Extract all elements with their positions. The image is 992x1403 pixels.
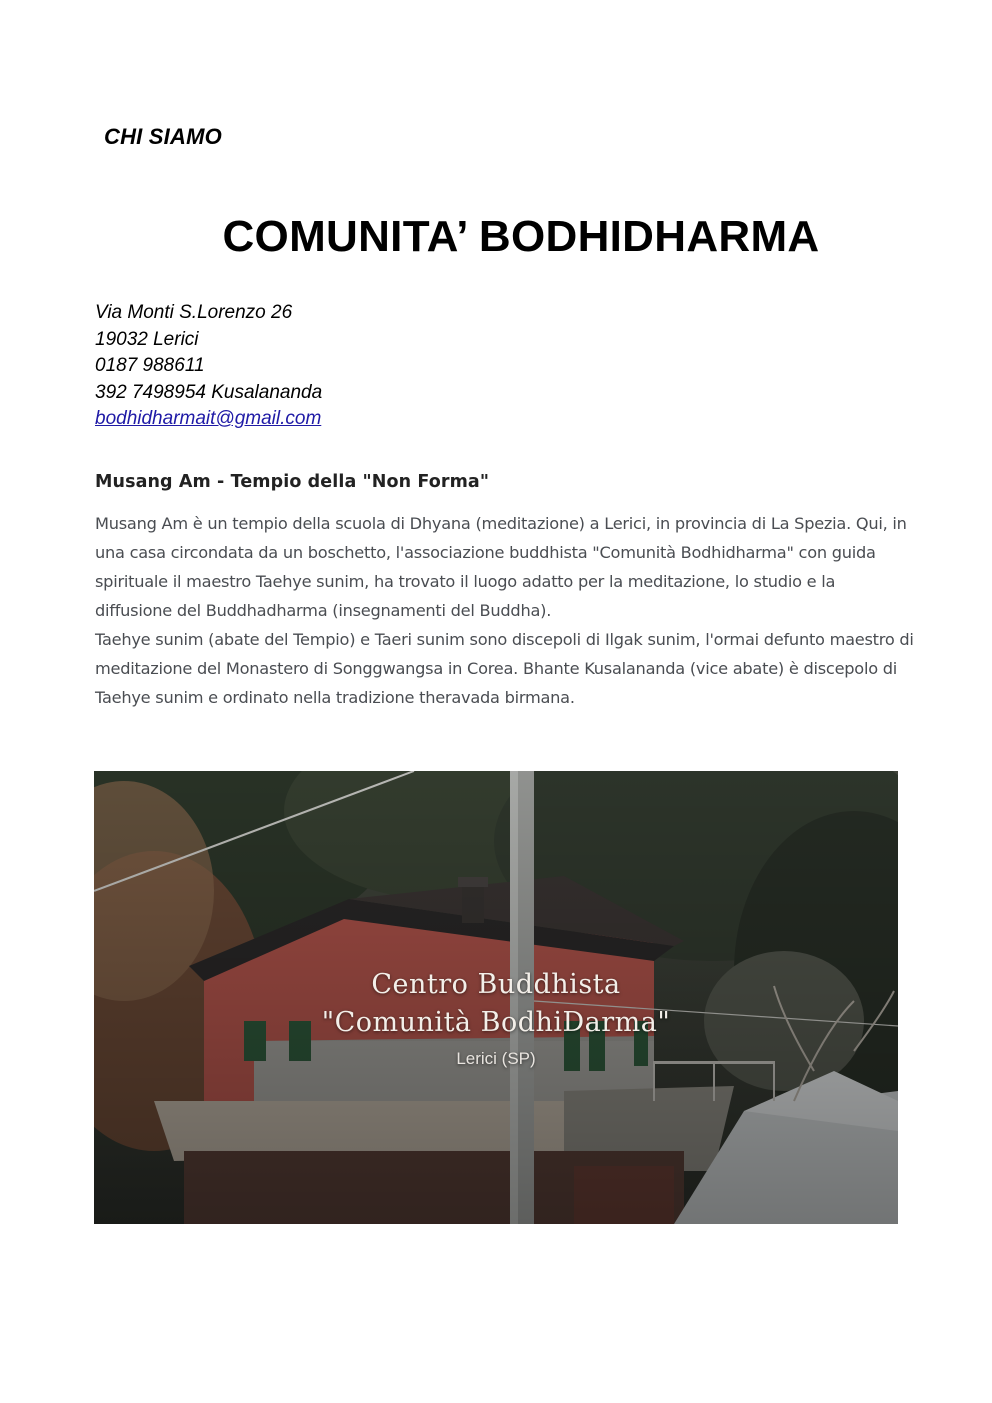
temple-heading: Musang Am - Tempio della "Non Forma" — [95, 472, 490, 492]
temple-paragraph-1: Musang Am è un tempio della scuola di Dhyana (meditazione) a Lerici, in provincia di La Spezia. Qui, in una casa circondata da un boschetto, l'associazione buddhista "Comunità Bodhidharma" con guida spirituale il maestro Taehye sunim, ha trovato il luogo adatto per la meditazione, lo studio e la diffusione del Buddhadharma (insegnamenti del Buddha). — [95, 514, 907, 620]
contact-city: 19032 Lerici — [95, 328, 199, 350]
section-label: CHI SIAMO — [104, 124, 222, 149]
temple-paragraph-2: Taehye sunim (abate del Tempio) e Taeri sunim sono discepoli di Ilgak sunim, l'ormai defunto maestro di meditazione del Monastero di Songgwangsa in Corea. Bhante Kusalananda (vice abate) è discepolo di Taehye sunim e ordinato nella tradizione theravada birmana. — [95, 630, 914, 707]
temple-photo — [94, 771, 898, 1224]
page-title: COMUNITA’ BODHIDHARMA — [222, 212, 820, 261]
photo-caption-line-3: Lerici (SP) — [456, 1049, 536, 1068]
temple-description — [95, 509, 915, 712]
photo-caption-line-1: Centro Buddhista — [371, 969, 621, 1000]
contact-mobile: 392 7498954 Kusalananda — [95, 381, 323, 403]
photo-caption-line-2: "Comunità BodhiDarma" — [321, 1007, 671, 1038]
contact-address: Via Monti S.Lorenzo 26 — [95, 302, 293, 323]
contact-email-link[interactable]: bodhidharmait@gmail.com — [95, 408, 322, 429]
contact-phone: 0187 988611 — [95, 355, 205, 376]
contact-block — [95, 300, 322, 433]
